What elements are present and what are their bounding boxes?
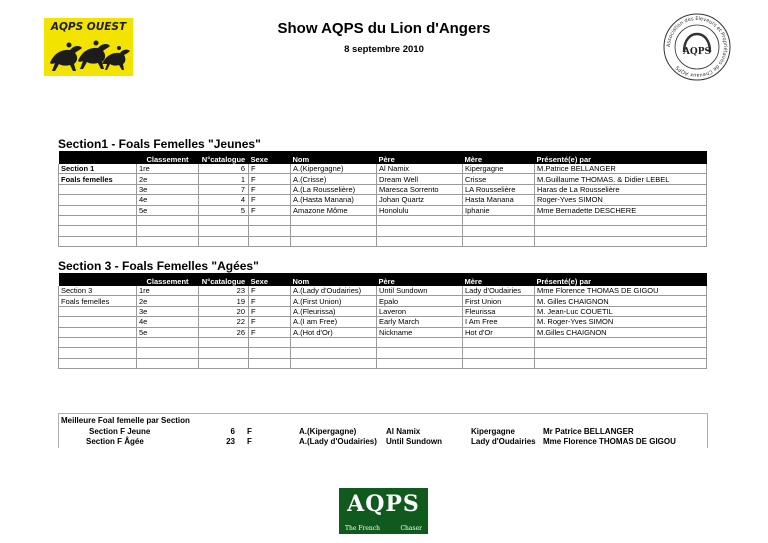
section1-title: Section1 - Foals Femelles "Jeunes" [58, 137, 261, 151]
best-row-label: Section F Âgée [86, 437, 144, 446]
pere-cell: Dream Well [377, 174, 463, 184]
mere-cell: Kipergagne [463, 164, 535, 174]
catalogue-cell: 7 [199, 184, 249, 194]
section3-table [58, 273, 707, 369]
pere-cell: Epalo [377, 296, 463, 306]
catalogue-cell: 23 [199, 286, 249, 296]
association-seal-logo [662, 12, 732, 82]
header-catalogue: N°catalogue [199, 151, 249, 164]
table-row [59, 164, 707, 174]
presenter-cell: M. Jean-Luc COUETIL [535, 306, 707, 316]
nom-cell: A.(First Union) [291, 296, 377, 306]
rank-cell: 5e [137, 205, 199, 215]
presenter-cell: Haras de La Rousselière [535, 184, 707, 194]
sexe-cell: F [249, 184, 291, 194]
sexe-cell: F [249, 296, 291, 306]
best-foal-heading: Meilleure Foal femelle par Section [61, 416, 190, 425]
header-mere: Mère [463, 273, 535, 286]
table-row [59, 327, 707, 337]
presenter-cell: M. Gilles CHAIGNON [535, 296, 707, 306]
rank-cell: 2e [137, 296, 199, 306]
catalogue-cell: 4 [199, 195, 249, 205]
sexe-cell: F [249, 174, 291, 184]
pere-cell: Maresca Sorrento [377, 184, 463, 194]
mere-cell: Crisse [463, 174, 535, 184]
best-row-mere: Lady d'Oudairies [471, 437, 536, 446]
header-pere: Père [377, 151, 463, 164]
header-nom: Nom [291, 151, 377, 164]
pere-cell: Laveron [377, 306, 463, 316]
header-classement: Classement [137, 151, 199, 164]
rank-cell: 5e [137, 327, 199, 337]
sexe-cell: F [249, 164, 291, 174]
table-row [59, 174, 707, 184]
sexe-cell: F [249, 317, 291, 327]
presenter-cell: M.Gilles CHAIGNON [535, 327, 707, 337]
sexe-cell: F [249, 205, 291, 215]
presenter-cell: M.Guillaume THOMAS. & Didier LEBEL [535, 174, 707, 184]
catalogue-cell: 19 [199, 296, 249, 306]
sexe-cell: F [249, 327, 291, 337]
best-row-presenter: Mr Patrice BELLANGER [543, 427, 634, 436]
presenter-cell: Roger-Yves SIMON [535, 195, 707, 205]
mere-cell: LA Rousselière [463, 184, 535, 194]
table-row [59, 306, 707, 316]
aqps-logo-tagline [339, 525, 428, 532]
rank-cell: 1re [137, 164, 199, 174]
header-nom: Nom [291, 273, 377, 286]
mere-cell: I Am Free [463, 317, 535, 327]
header-presente-par: Présenté(e) par [535, 273, 707, 286]
empty-row [59, 348, 707, 358]
empty-row [59, 215, 707, 225]
pere-cell: Early March [377, 317, 463, 327]
header-cell-blank [59, 273, 137, 286]
table-row [59, 184, 707, 194]
best-row-sexe: F [247, 437, 252, 446]
aqps-french-chaser-logo [339, 488, 428, 534]
header-sexe: Sexe [249, 273, 291, 286]
page-title: Show AQPS du Lion d'Angers [277, 20, 491, 37]
empty-row [59, 358, 707, 368]
best-foal-box [58, 413, 708, 448]
presenter-cell: M.Patrice BELLANGER [535, 164, 707, 174]
nom-cell: A.(Crisse) [291, 174, 377, 184]
nom-cell: A.(Lady d'Oudairies) [291, 286, 377, 296]
catalogue-cell: 5 [199, 205, 249, 215]
best-row-label: Section F Jeune [89, 427, 151, 436]
header-catalogue: N°catalogue [199, 273, 249, 286]
best-row-sexe: F [247, 427, 252, 436]
best-row-presenter: Mme Florence THOMAS DE GIGOU [543, 437, 676, 446]
mere-cell: First Union [463, 296, 535, 306]
seal-ring-text: Association des Eleveurs et Propriétaires de Chevaux AQPS [665, 15, 729, 79]
nom-cell: Amazone Môme [291, 205, 377, 215]
event-date: 8 septembre 2010 [344, 44, 424, 55]
section-sublabel: Foals femelles [59, 296, 137, 306]
mere-cell: Iphanie [463, 205, 535, 215]
seal-center-text: AQPS [682, 47, 712, 57]
sexe-cell: F [249, 286, 291, 296]
section1-table [58, 151, 707, 247]
mere-cell: Fleurissa [463, 306, 535, 316]
rank-cell: 1re [137, 286, 199, 296]
rank-cell: 4e [137, 317, 199, 327]
table-row [59, 195, 707, 205]
table-header-row [59, 151, 707, 164]
best-row-nom: A.(Lady d'Oudairies) [299, 437, 377, 446]
catalogue-cell: 26 [199, 327, 249, 337]
header-classement: Classement [137, 273, 199, 286]
best-row-pere: Al Namix [386, 427, 421, 436]
best-row-pere: Until Sundown [386, 437, 442, 446]
pere-cell: Until Sundown [377, 286, 463, 296]
presenter-cell: Mme Bernadette DESCHERE [535, 205, 707, 215]
header-cell-blank [59, 151, 137, 164]
table-row [59, 286, 707, 296]
header-presente-par: Présenté(e) par [535, 151, 707, 164]
header-sexe: Sexe [249, 151, 291, 164]
presenter-cell: Mme Florence THOMAS DE GIGOU [535, 286, 707, 296]
tagline-left: The French [345, 525, 380, 532]
catalogue-cell: 6 [199, 164, 249, 174]
catalogue-cell: 20 [199, 306, 249, 316]
section-label: Section 1 [59, 164, 137, 174]
table-row [59, 317, 707, 327]
section-label: Section 3 [59, 286, 137, 296]
empty-row [59, 337, 707, 347]
tagline-right: Chaser [400, 525, 422, 532]
empty-row [59, 226, 707, 236]
pere-cell: Nickname [377, 327, 463, 337]
nom-cell: A.(I am Free) [291, 317, 377, 327]
section-sublabel: Foals femelles [59, 174, 137, 184]
pere-cell: Al Namix [377, 164, 463, 174]
mere-cell: Hasta Manana [463, 195, 535, 205]
nom-cell: A.(Hot d'Or) [291, 327, 377, 337]
catalogue-cell: 22 [199, 317, 249, 327]
header-mere: Mère [463, 151, 535, 164]
nom-cell: A.(Kipergagne) [291, 164, 377, 174]
rank-cell: 2e [137, 174, 199, 184]
catalogue-cell: 1 [199, 174, 249, 184]
table-header-row [59, 273, 707, 286]
nom-cell: A.(La Rousselière) [291, 184, 377, 194]
section3-title: Section 3 - Foals Femelles "Agées" [58, 259, 259, 273]
best-row-num: 23 [226, 437, 235, 446]
rank-cell: 3e [137, 184, 199, 194]
rank-cell: 4e [137, 195, 199, 205]
nom-cell: A.(Fleurissa) [291, 306, 377, 316]
aqps-ouest-logo-text: AQPS OUEST [50, 21, 127, 33]
pere-cell: Honolulu [377, 205, 463, 215]
sexe-cell: F [249, 306, 291, 316]
rank-cell: 3e [137, 306, 199, 316]
presenter-cell: M. Roger-Yves SIMON [535, 317, 707, 327]
table-row [59, 205, 707, 215]
aqps-logo-text: AQPS [347, 491, 420, 517]
mere-cell: Lady d'Oudairies [463, 286, 535, 296]
header-pere: Père [377, 273, 463, 286]
nom-cell: A.(Hasta Manana) [291, 195, 377, 205]
mere-cell: Hot d'Or [463, 327, 535, 337]
best-row-num: 6 [230, 427, 235, 436]
sexe-cell: F [249, 195, 291, 205]
pere-cell: Johan Quartz [377, 195, 463, 205]
best-row-mere: Kipergagne [471, 427, 516, 436]
empty-row [59, 236, 707, 246]
best-row-nom: A.(Kipergagne) [299, 427, 357, 436]
table-row [59, 296, 707, 306]
